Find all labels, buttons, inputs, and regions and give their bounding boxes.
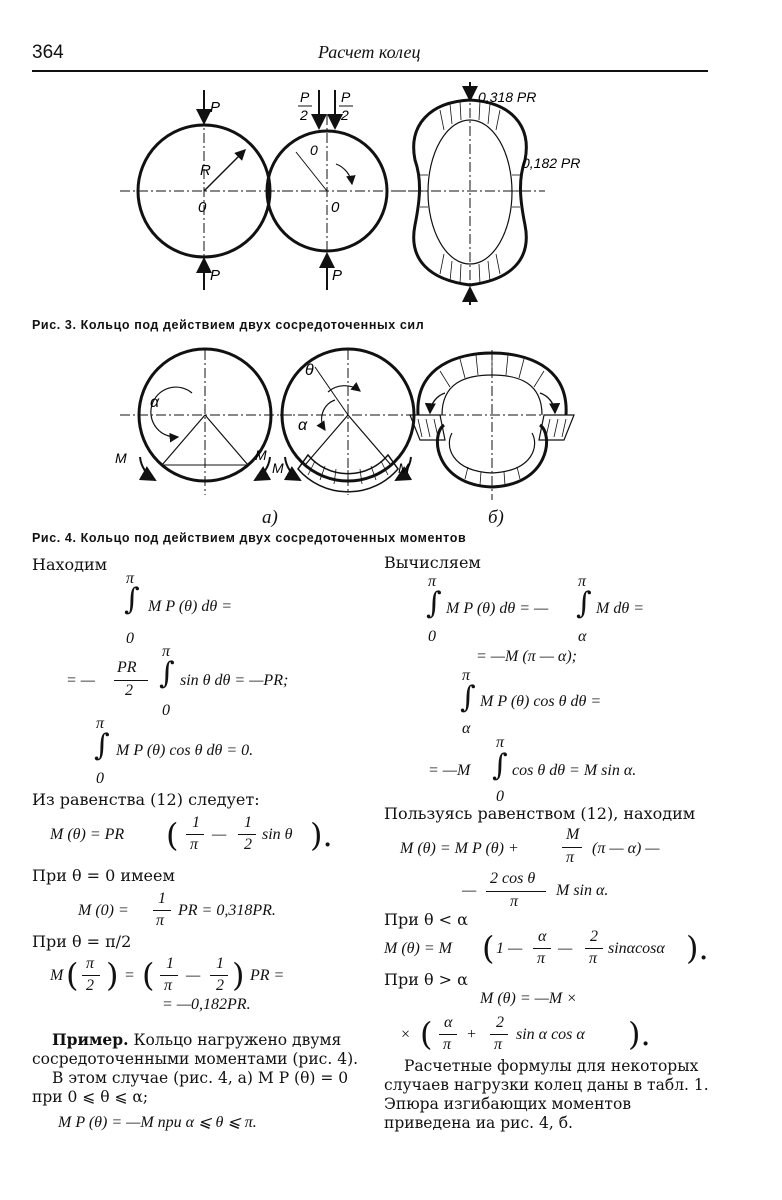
force-label-top: P	[210, 99, 221, 116]
r-integral-1: M P (θ) dθ = —	[446, 600, 549, 617]
paren: (	[420, 1015, 433, 1053]
moment-label-b-right: M	[398, 460, 410, 476]
int-upper-3: π	[96, 715, 105, 732]
Mpi2-rest: PR =	[250, 967, 285, 984]
ring-moments-a	[115, 349, 295, 495]
fig4-caption: Рис. 4. Кольцо под действием двух сосредоточенных моментов	[32, 531, 467, 545]
eq2-prefix: = —	[66, 672, 96, 689]
frac-bar	[186, 834, 204, 835]
eqM-f2-den-2: 2	[216, 977, 224, 994]
moment-label-a-right: M	[255, 447, 267, 463]
eqM-f1-num-2: 1	[166, 955, 174, 972]
r-eq1-rest: (π — α) —	[592, 840, 660, 857]
r-eq4-line1: M (θ) = —M ×	[480, 990, 577, 1007]
eq2-frac-bar	[114, 680, 148, 681]
Mpi2-arg-den: 2	[86, 977, 94, 994]
Mpi2-result: = —0,182PR.	[162, 996, 251, 1013]
moment-diagram-fig3	[395, 82, 580, 305]
eqM-minus-2: —	[186, 967, 201, 984]
frac-bar	[533, 948, 551, 949]
int-upper-1: π	[126, 570, 135, 587]
r-eq4-plus: +	[466, 1026, 477, 1043]
when-greater: При θ > α	[384, 970, 468, 989]
integral-sign-1: ∫	[124, 582, 140, 617]
r-integral-1b: M dθ =	[596, 600, 644, 617]
frac-bar	[585, 948, 603, 949]
center-label-2: 0	[331, 199, 340, 216]
integral-sign-2: ∫	[159, 656, 175, 691]
theta-label: θ	[305, 362, 314, 379]
r-eq2-rest: M sin α.	[556, 882, 609, 899]
moment-label-b-left: M	[272, 460, 284, 476]
compute-heading: Вычисляем	[384, 553, 481, 572]
ring-split-forces	[265, 89, 420, 290]
header-rule	[32, 70, 708, 72]
r-eq1-f-num: M	[566, 826, 580, 843]
frac-bar	[238, 834, 256, 835]
eqM-f1-num: 1	[192, 814, 200, 831]
r-result-2-post: cos θ dθ = M sin α.	[512, 762, 637, 779]
at-theta-pi2: При θ = π/2	[32, 932, 132, 951]
running-title: Расчет колец	[318, 42, 421, 62]
r-eq3-f2-den: π	[589, 950, 598, 967]
half-force-num-left: P	[300, 89, 310, 105]
case-line-1: В этом случае (рис. 4, а) M P (θ) = 0	[52, 1069, 349, 1087]
r-int-lower-1b: α	[578, 628, 587, 645]
eq2-frac-num: PR	[117, 659, 137, 676]
paren: (	[66, 956, 79, 994]
example-text: Кольцо нагружено двумя сосредоточенными моментами (рис. 4).	[32, 1031, 359, 1068]
force-label-bottom: P	[210, 267, 221, 284]
frac-bar	[490, 1034, 508, 1035]
r-eq3-f1-num: α	[538, 928, 547, 945]
frac-bar	[439, 1034, 457, 1035]
paren: )	[232, 956, 245, 994]
r-integral-sign-3: ∫	[492, 748, 508, 783]
radius-label: R	[200, 162, 211, 179]
r-eq3-f2-num: 2	[590, 928, 598, 945]
figure-4	[100, 345, 620, 535]
M0-f-num: 1	[158, 890, 166, 907]
half-force-den-left: 2	[300, 107, 308, 123]
r-eq3-rest: sinαcosα	[608, 940, 665, 957]
case-line-2: при 0 ⩽ θ ⩽ α;	[32, 1088, 149, 1106]
Mpi2-eq: =	[124, 967, 135, 984]
int-lower-3: 0	[96, 770, 104, 787]
paren: ).	[686, 929, 709, 967]
example-label: Пример.	[52, 1030, 129, 1049]
eqM-f1-den: π	[190, 836, 199, 853]
r-eq4-f2-num: 2	[496, 1014, 504, 1031]
fig4-label-a: а)	[262, 507, 278, 528]
fig4-label-b: б)	[488, 507, 504, 528]
paren: ).	[628, 1015, 651, 1053]
Mpi2-arg-num: π	[86, 955, 95, 972]
r-eq3-f1-den: π	[537, 950, 546, 967]
half-force-den-right: 2	[341, 107, 349, 123]
int-upper-2: π	[162, 643, 171, 660]
r-int-lower-2: α	[462, 720, 471, 737]
eq2-rest: sin θ dθ = —PR;	[180, 672, 289, 689]
frac-bar	[562, 847, 582, 848]
eq2-frac-den: 2	[125, 682, 133, 699]
last-equation: M P (θ) = —M при α ⩽ θ ⩽ π.	[58, 1114, 257, 1131]
int-lower-2: 0	[162, 702, 170, 719]
paren: (	[482, 929, 495, 967]
alpha-label-a: α	[150, 394, 160, 411]
eqM-rest: sin θ	[262, 826, 293, 843]
alpha-label-b: α	[298, 417, 308, 434]
r-eq4-rest: sin α cos α	[516, 1026, 585, 1043]
at-theta-zero: При θ = 0 имеем	[32, 866, 175, 885]
figure-3	[100, 80, 620, 310]
force-label-bottom-2: P	[332, 267, 343, 284]
from-eq12-text: Из равенства (12) следует:	[32, 790, 260, 809]
M0-lhs: M (0) =	[78, 902, 129, 919]
example-paragraph	[32, 1030, 362, 1069]
r-int-lower-1: 0	[428, 628, 436, 645]
eqM-f2-num: 1	[244, 814, 252, 831]
r-eq3-minus: —	[558, 940, 573, 957]
paren: (	[142, 956, 155, 994]
r-eq4-pre: ×	[400, 1026, 411, 1043]
eqM-f1-den-2: π	[164, 977, 173, 994]
r-eq1-lhs: M (θ) = M P (θ) +	[400, 840, 519, 857]
integral-3: M P (θ) cos θ dθ = 0.	[116, 742, 254, 759]
r-eq2-f-den: π	[510, 893, 519, 910]
frac-bar	[160, 975, 178, 976]
frac-bar	[82, 975, 100, 976]
moment-diagram-fig4	[410, 350, 575, 500]
paren-open: (	[166, 816, 179, 854]
eqM-lhs: M (θ) = PR	[50, 826, 125, 843]
r-eq4-f1-num: α	[444, 1014, 453, 1031]
r-integral-2: M P (θ) cos θ dθ =	[480, 693, 602, 710]
int-lower-1: 0	[126, 630, 134, 647]
M0-rest: PR = 0,318PR.	[178, 902, 276, 919]
r-eq3-one: 1 —	[496, 940, 523, 957]
page-number: 364	[32, 42, 64, 63]
r-int-lower-3: 0	[496, 788, 504, 805]
r-eq2-pre: —	[462, 882, 477, 899]
r-eq4-f2-den: π	[494, 1036, 503, 1053]
ring-concentrated-forces	[120, 90, 290, 290]
r-eq2-f-num: 2 cos θ	[490, 870, 536, 887]
find-heading: Находим	[32, 555, 108, 574]
paren: )	[106, 956, 119, 994]
frac-bar	[486, 891, 546, 892]
center-label: 0	[198, 199, 207, 216]
frac-bar	[153, 910, 171, 911]
using-eq12: Пользуясь равенством (12), находим	[384, 804, 696, 823]
integral-sign-3: ∫	[94, 728, 110, 763]
eqM-f2-num-2: 1	[216, 955, 224, 972]
r-integral-sign-2: ∫	[460, 680, 476, 715]
eqM-f2-den: 2	[244, 836, 252, 853]
moment-value-side: 0,182 PR	[522, 155, 581, 171]
r-int-upper-3: π	[496, 734, 505, 751]
eqM-minus: —	[212, 826, 227, 843]
moment-value-top: 0,318 PR	[478, 89, 537, 105]
Mpi2-lhs: M	[50, 967, 64, 984]
integral-1: M P (θ) dθ =	[148, 598, 232, 615]
r-int-upper-1b: π	[578, 573, 587, 590]
r-result-2-pre: = —M	[428, 762, 471, 779]
half-force-num-right: P	[341, 89, 351, 105]
r-int-upper-2: π	[462, 667, 471, 684]
M0-f-den: π	[156, 912, 165, 929]
r-eq3-lhs: M (θ) = M	[384, 940, 452, 957]
r-result-1: = —M (π — α);	[476, 648, 577, 665]
paren-close: ).	[310, 816, 333, 854]
ring-moments-a-diagram	[272, 349, 415, 495]
r-eq1-f-den: π	[566, 849, 575, 866]
r-int-upper-1: π	[428, 573, 437, 590]
r-integral-sign-1b: ∫	[576, 586, 592, 621]
moment-label-a-left: M	[115, 450, 127, 466]
final-paragraph: Расчетные формулы для некоторых случаев нагрузки колец даны в табл. 1. Эпюра изгибающих моментов приведена иа рис. 4, б.	[384, 1057, 709, 1132]
frac-bar	[210, 975, 228, 976]
angle-label: 0	[310, 142, 318, 158]
fig3-caption: Рис. 3. Кольцо под действием двух сосредоточенных сил	[32, 318, 425, 332]
r-integral-sign-1: ∫	[426, 586, 442, 621]
r-eq4-f1-den: π	[443, 1036, 452, 1053]
when-less: При θ < α	[384, 910, 468, 929]
